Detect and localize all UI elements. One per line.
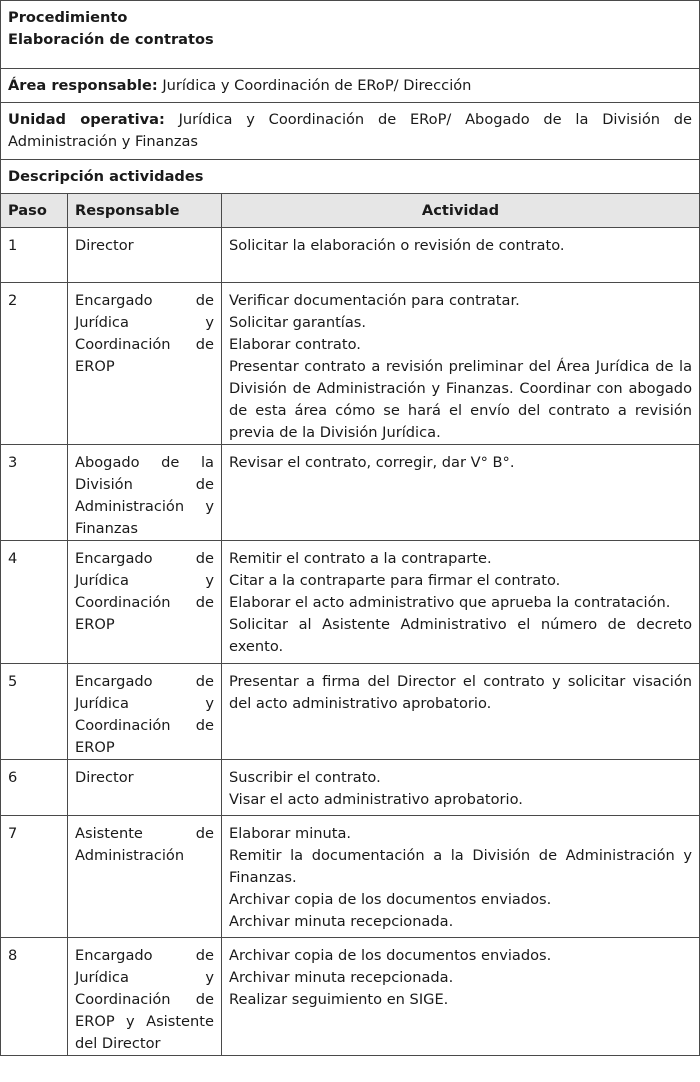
paso-cell: 1 bbox=[8, 237, 18, 254]
actividad-line: Elaborar el acto administrativo que aprueba la contratación. bbox=[229, 594, 671, 611]
actividad-cell bbox=[222, 228, 699, 257]
responsable-cell: Encargado de Jurídica y Coordinación de EROP bbox=[75, 673, 214, 756]
actividad-line: Remitir el contrato a la contraparte. bbox=[229, 550, 492, 567]
table-row bbox=[1, 760, 700, 816]
procedure-title-row bbox=[1, 1, 700, 69]
responsable-cell: Encargado de Jurídica y Coordinación de EROP y Asistente del Director bbox=[75, 947, 214, 1052]
paso-cell: 3 bbox=[8, 454, 18, 471]
responsable-cell: Director bbox=[75, 769, 134, 786]
responsable-cell: Asistente de Administración bbox=[75, 825, 214, 864]
actividad-line: Archivar copia de los documentos enviados. bbox=[229, 947, 552, 964]
actividad-cell bbox=[222, 664, 699, 715]
column-header-responsable: Responsable bbox=[75, 202, 180, 219]
area-row bbox=[1, 69, 700, 103]
actividad-line: Solicitar al Asistente Administrativo el número de decreto exento. bbox=[229, 616, 693, 655]
table-row bbox=[1, 283, 700, 445]
actividad-line: Archivar minuta recepcionada. bbox=[229, 969, 454, 986]
paso-cell: 7 bbox=[8, 825, 18, 842]
actividad-line: Suscribir el contrato. bbox=[229, 769, 381, 786]
responsable-cell: Encargado de Jurídica y Coordinación de EROP bbox=[75, 292, 214, 375]
actividad-line: Solicitar garantías. bbox=[229, 314, 367, 331]
actividad-cell bbox=[222, 760, 699, 811]
responsable-cell: Director bbox=[75, 237, 134, 254]
area-value: Jurídica y Coordinación de ERoP/ Dirección bbox=[157, 77, 472, 94]
area-label: Área responsable: bbox=[8, 77, 158, 94]
table-row bbox=[1, 445, 700, 541]
actividad-line: Citar a la contraparte para firmar el contrato. bbox=[229, 572, 561, 589]
table-row bbox=[1, 816, 700, 938]
actividad-line: Archivar copia de los documentos enviados. bbox=[229, 891, 552, 908]
actividad-line: Presentar a firma del Director el contrato y solicitar visación del acto administrativo aprobatorio. bbox=[229, 673, 693, 712]
unidad-label: Unidad operativa: bbox=[8, 111, 165, 128]
responsable-cell: Encargado de Jurídica y Coordinación de EROP bbox=[75, 550, 214, 633]
section-row bbox=[1, 160, 700, 194]
actividad-line: Remitir la documentación a la División de Administración y Finanzas. bbox=[229, 847, 693, 886]
actividad-line: Revisar el contrato, corregir, dar V° B°. bbox=[229, 454, 515, 471]
paso-cell: 6 bbox=[8, 769, 18, 786]
column-header-actividad: Actividad bbox=[421, 202, 500, 219]
actividad-line: Archivar minuta recepcionada. bbox=[229, 913, 454, 930]
actividad-line: Solicitar la elaboración o revisión de contrato. bbox=[229, 237, 565, 254]
table-row bbox=[1, 664, 700, 760]
responsable-cell: Abogado de la División de Administración y Finanzas bbox=[75, 454, 214, 537]
procedure-label: Procedimiento bbox=[8, 9, 128, 26]
actividad-cell bbox=[222, 938, 699, 1011]
table-row bbox=[1, 541, 700, 664]
paso-cell: 5 bbox=[8, 673, 18, 690]
unidad-row bbox=[1, 103, 700, 160]
paso-cell: 2 bbox=[8, 292, 18, 309]
section-title: Descripción actividades bbox=[8, 168, 204, 185]
actividad-line: Presentar contrato a revisión preliminar del Área Jurídica de la División de Administración y Finanzas. Coordinar con abogado de esta área cómo se hará el envío del contrato a revisión previa de la División Jurídica. bbox=[229, 358, 693, 441]
actividad-line: Elaborar minuta. bbox=[229, 825, 352, 842]
column-header-row bbox=[1, 194, 700, 228]
actividad-cell bbox=[222, 816, 699, 933]
actividad-line: Realizar seguimiento en SIGE. bbox=[229, 991, 449, 1008]
actividad-cell bbox=[222, 283, 699, 444]
actividad-cell bbox=[222, 445, 699, 474]
paso-cell: 8 bbox=[8, 947, 18, 964]
unidad-value: Jurídica y Coordinación de ERoP/ Abogado de la División de Administración y Finanzas bbox=[8, 111, 693, 150]
actividad-line: Verificar documentación para contratar. bbox=[229, 292, 520, 309]
procedure-title: Elaboración de contratos bbox=[8, 31, 214, 48]
column-header-paso: Paso bbox=[8, 202, 47, 219]
table-row bbox=[1, 228, 700, 283]
actividad-line: Elaborar contrato. bbox=[229, 336, 361, 353]
table-row bbox=[1, 938, 700, 1056]
activity-rows bbox=[1, 228, 700, 1056]
actividad-line: Visar el acto administrativo aprobatorio. bbox=[229, 791, 523, 808]
paso-cell: 4 bbox=[8, 550, 18, 567]
actividad-cell bbox=[222, 541, 699, 658]
